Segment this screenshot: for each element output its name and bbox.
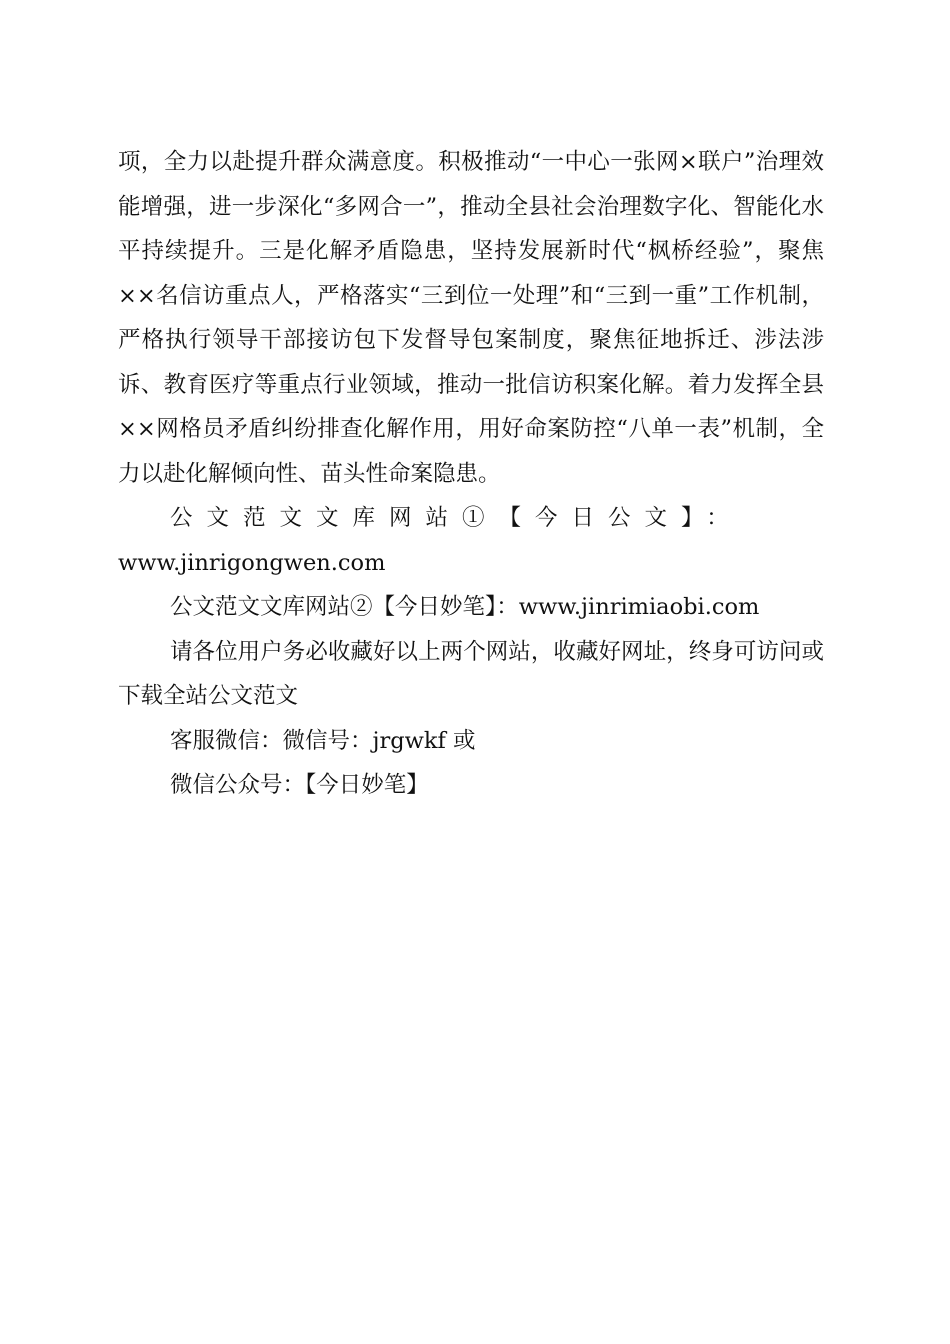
site2-line bbox=[118, 585, 824, 630]
site1-label: 公文范文文库网站①【今日公文】： bbox=[170, 505, 743, 531]
service-wechat-line: 客服微信：微信号：jrgwkf 或 bbox=[170, 727, 476, 754]
public-account-line: 微信公众号：【今日妙笔】 bbox=[170, 772, 429, 798]
document-page bbox=[118, 140, 824, 808]
site1-url[interactable]: www.jinrigongwen.com bbox=[118, 549, 386, 576]
site2-url[interactable]: www.jinrimiaobi.com bbox=[518, 594, 760, 620]
reminder-paragraph: 请各位用户务必收藏好以上两个网站，收藏好网址，终身可访问或下载全站公文范文 bbox=[118, 638, 824, 709]
body-paragraph: 项，全力以赴提升群众满意度。积极推动“一中心一张网×联户”治理效能增强，进一步深化“多网合一”，推动全县社会治理数字化、智能化水平持续提升。三是化解矛盾隐患，坚持发展新时代“枫桥经验”，聚焦××名信访重点人，严格落实“三到位一处理”和“三到一重”工作机制，严格执行领导干部接访包下发督导包案制度，聚焦征地拆迁、涉法涉诉、教育医疗等重点行业领域，推动一批信访积案化解。着力发挥全县××网格员矛盾纠纷排查化解作用，用好命案防控“八单一表”机制，全力以赴化解倾向性、苗头性命案隐患。 bbox=[118, 149, 824, 487]
site1-line bbox=[118, 496, 824, 585]
site2-label: 公文范文文库网站②【今日妙笔】： bbox=[170, 594, 519, 620]
